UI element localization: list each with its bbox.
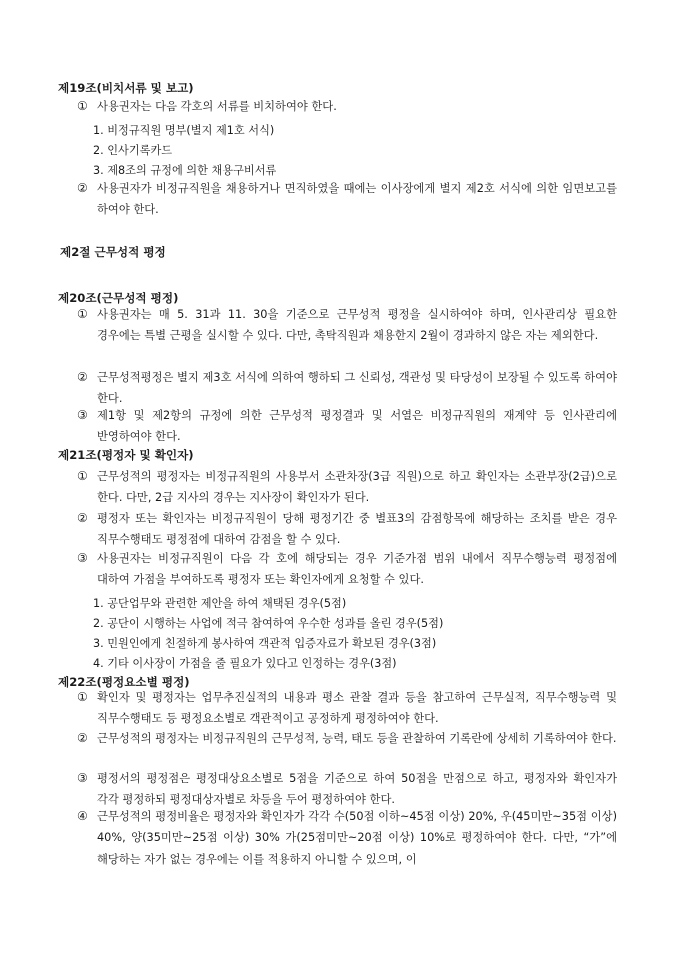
paragraph-text: 평정서의 평정점은 평정대상요소별로 5점을 기준으로 하여 50점을 만점으로 하고, 평정자와 확인자가 각각 평정하되 평정대상자별로 차등을 두어 평정하여야 한다. bbox=[97, 772, 617, 807]
circled-number-1: ① bbox=[77, 99, 88, 113]
article-22-title: 제22조(평정요소별 평정) bbox=[58, 675, 190, 689]
article-19-item-1: 1. 비정규직원 명부(별지 제1호 서식) bbox=[93, 124, 275, 137]
circled-number-2: ② bbox=[77, 370, 88, 384]
article-21-para-1 bbox=[77, 466, 617, 509]
paragraph-text: 근무성적의 평정자는 비정규직원의 근무성적, 능력, 태도 등을 관찰하여 기록란에 상세히 기록하여야 한다. bbox=[97, 732, 617, 745]
paragraph-text: 사용권자는 다음 각호의 서류를 비치하여야 한다. bbox=[97, 100, 337, 113]
article-19-para-2 bbox=[77, 178, 617, 221]
article-21-item-3: 3. 민원인에게 친절하게 봉사하여 객관적 입증자료가 확보된 경우(3점) bbox=[93, 637, 437, 650]
article-20-para-1 bbox=[77, 304, 617, 347]
article-22-para-2 bbox=[77, 728, 617, 749]
article-21-item-4: 4. 기타 이사장이 가점을 줄 필요가 있다고 인정하는 경우(3점) bbox=[93, 657, 397, 670]
paragraph-text: 사용권자가 비정규직원을 채용하거나 면직하였을 때에는 이사장에게 별지 제2호 서식에 의한 임면보고를 하여야 한다. bbox=[97, 182, 617, 217]
circled-number-1: ① bbox=[77, 307, 88, 321]
circled-number-3: ③ bbox=[77, 771, 88, 785]
article-22-para-4 bbox=[77, 806, 617, 870]
circled-number-1: ① bbox=[77, 469, 88, 483]
paragraph-text: 근무성적의 평정비율은 평정자와 확인자가 각각 수(50점 이하~45점 이상) 20%, 우(45미만~35점 이상) 40%, 양(35미만~25점 이상) 30% 가(25점미만~20점 이상) 10%로 평정하여야 한다. 다만, “가”에 해당하는 자가 없는 경우에는 이를 적용하지 아니할 수 있으며, 이 bbox=[97, 810, 617, 866]
circled-number-2: ② bbox=[77, 511, 88, 525]
paragraph-text: 사용권자는 비정규직원이 다음 각 호에 해당되는 경우 기준가점 범위 내에서 직무수행능력 평정점에 대하여 가점을 부여하도록 평정자 또는 확인자에게 요청할 수 있다. bbox=[97, 552, 617, 587]
article-21-title: 제21조(평정자 및 확인자) bbox=[58, 448, 194, 462]
article-20-para-3 bbox=[77, 405, 617, 448]
paragraph-text: 근무성적의 평정자는 비정규직원의 사용부서 소관차장(3급 직원)으로 하고 확인자는 소관부장(2급)으로 한다. 다만, 2급 지사의 경우는 지사장이 확인자가 된다. bbox=[97, 470, 617, 505]
article-21-item-1: 1. 공단업무와 관련한 제안을 하여 채택된 경우(5점) bbox=[93, 597, 347, 610]
paragraph-text: 사용권자는 매 5. 31과 11. 30을 기준으로 근무성적 평정을 실시하여야 하며, 인사관리상 필요한 경우에는 특별 근평을 실시할 수 있다. 다만, 촉탁직원과 채용한지 2월이 경과하지 않은 자는 제외한다. bbox=[97, 308, 617, 343]
paragraph-text: 제1항 및 제2항의 규정에 의한 근무성적 평정결과 및 서열은 비정규직원의 재계약 등 인사관리에 반영하여야 한다. bbox=[97, 409, 617, 444]
circled-number-3: ③ bbox=[77, 408, 88, 422]
article-21-item-2: 2. 공단이 시행하는 사업에 적극 참여하여 우수한 성과를 올린 경우(5점) bbox=[93, 617, 444, 630]
article-22-para-3 bbox=[77, 768, 617, 811]
article-19-para-1 bbox=[77, 96, 617, 117]
article-19-title: 제19조(비치서류 및 보고) bbox=[58, 81, 194, 95]
circled-number-2: ② bbox=[77, 731, 88, 745]
circled-number-2: ② bbox=[77, 181, 88, 195]
paragraph-text: 확인자 및 평정자는 업무추진실적의 내용과 평소 관찰 결과 등을 참고하여 근무실적, 직무수행능력 및 직무수행태도 등 평정요소별로 객관적이고 공정하게 평정하여야 한다. bbox=[97, 691, 617, 726]
section-2-title: 제2절 근무성적 평정 bbox=[60, 245, 166, 259]
circled-number-1: ① bbox=[77, 690, 88, 704]
article-22-para-1 bbox=[77, 687, 617, 730]
article-20-title: 제20조(근무성적 평정) bbox=[58, 291, 179, 305]
circled-number-4: ④ bbox=[77, 809, 88, 823]
article-21-para-2 bbox=[77, 508, 617, 551]
article-21-para-3 bbox=[77, 548, 617, 591]
paragraph-text: 근무성적평정은 별지 제3호 서식에 의하여 행하되 그 신뢰성, 객관성 및 타당성이 보장될 수 있도록 하여야 한다. bbox=[97, 371, 617, 406]
paragraph-text: 평정자 또는 확인자는 비정규직원이 당해 평정기간 중 별표3의 감점항목에 해당하는 조치를 받은 경우 직무수행태도 평정점에 대하여 감점을 할 수 있다. bbox=[97, 512, 617, 547]
article-19-item-2: 2. 인사기록카드 bbox=[93, 144, 173, 157]
article-20-para-2 bbox=[77, 367, 617, 410]
article-19-item-3: 3. 제8조의 규정에 의한 채용구비서류 bbox=[93, 164, 277, 177]
circled-number-3: ③ bbox=[77, 551, 88, 565]
